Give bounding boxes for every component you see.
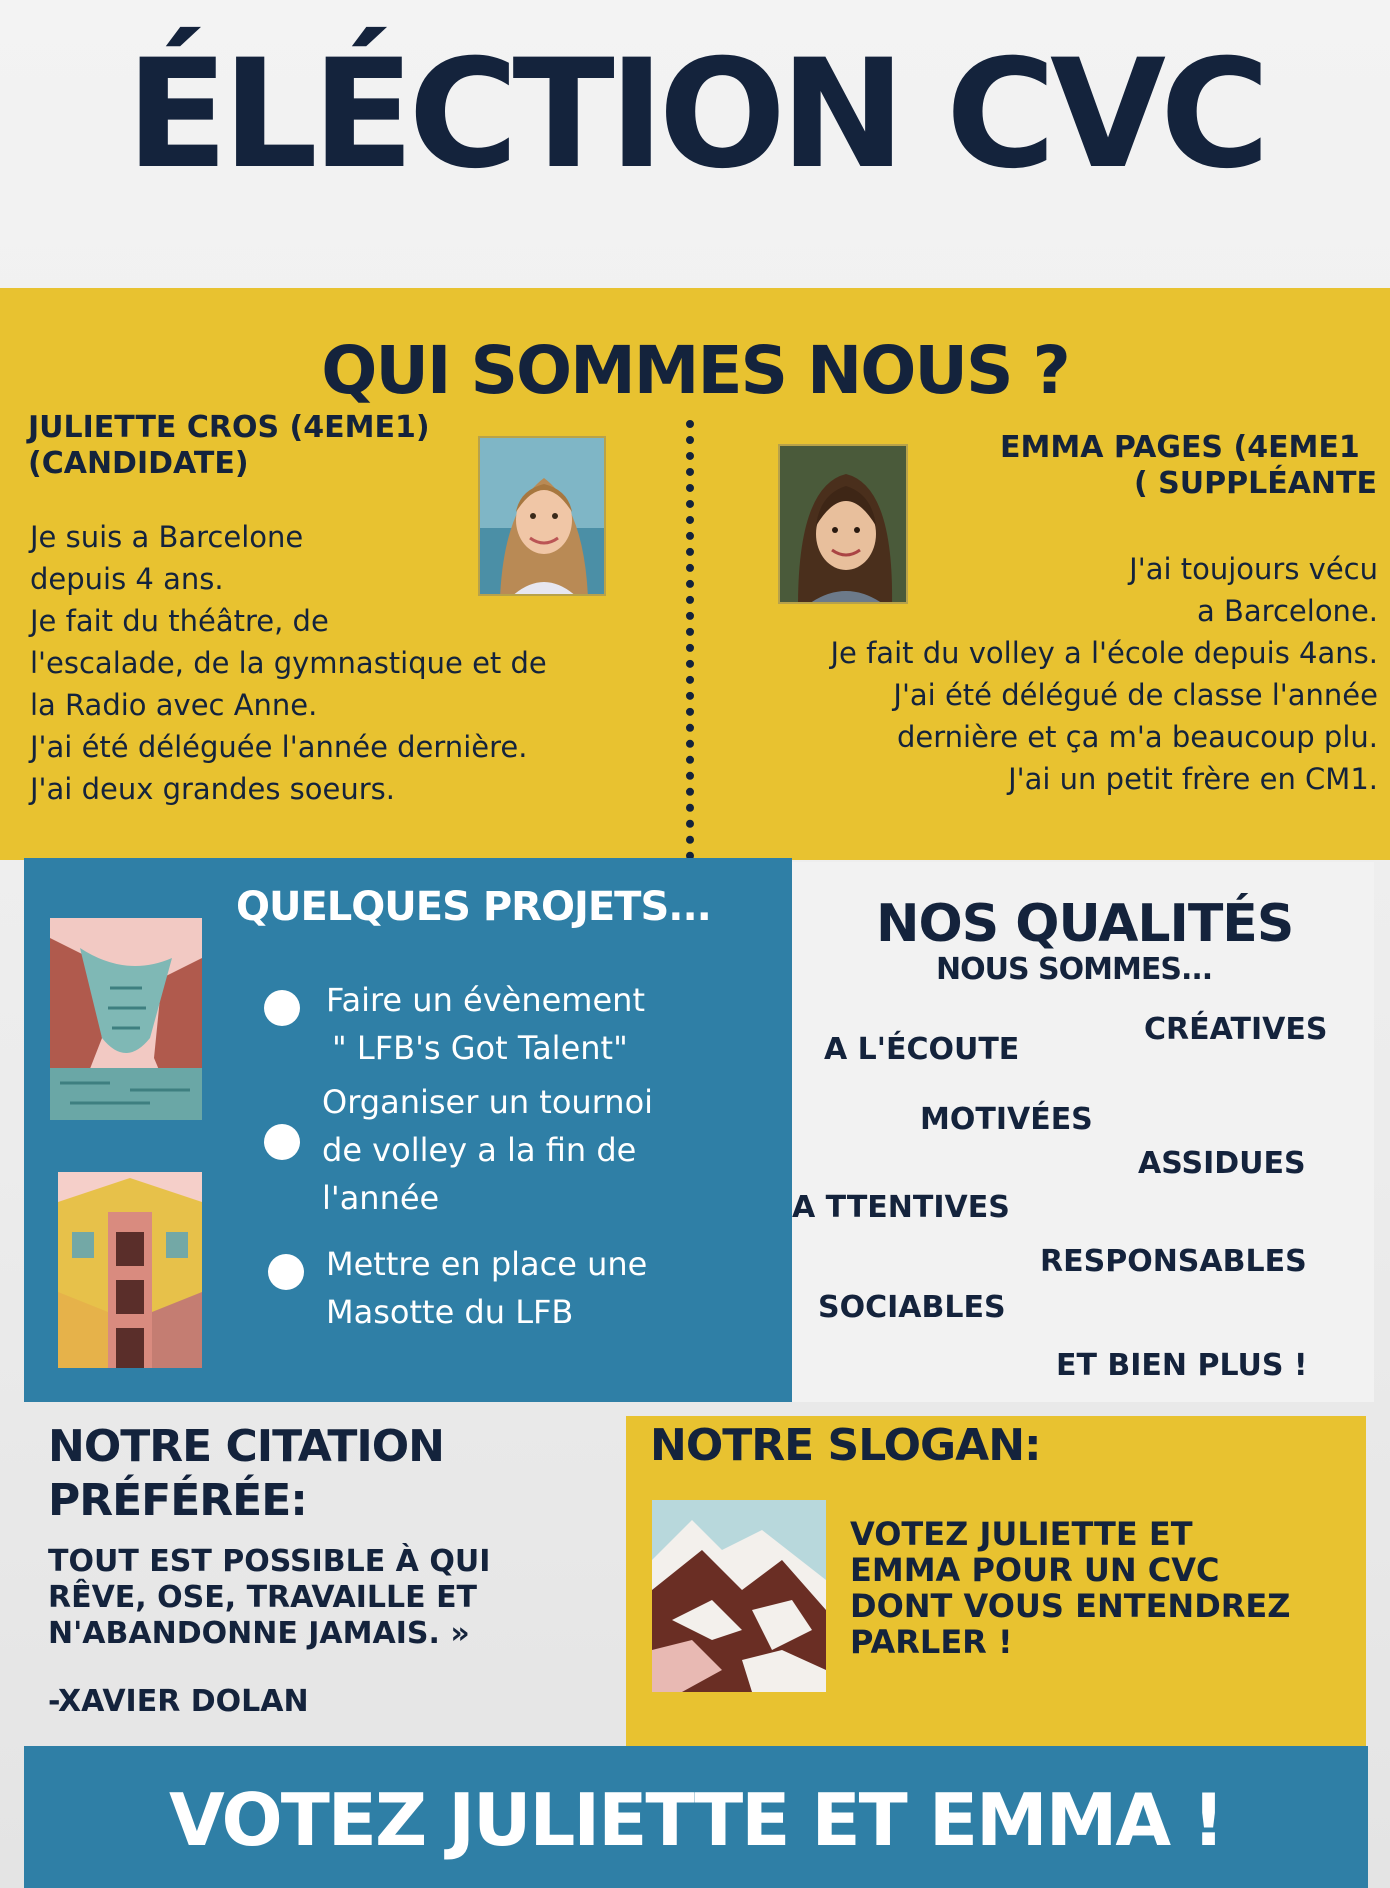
emma-role: ( SUPPLÉANTE [1134,466,1377,501]
juliette-bio [30,516,547,810]
quality-word: A TTENTIVES [792,1190,1010,1225]
juliette-bio-line: depuis 4 ans. [30,562,224,596]
quote-author: -XAVIER DOLAN [48,1684,309,1719]
juliette-bio-line: J'ai été déléguée l'année dernière. [30,730,528,764]
slogan-text [850,1516,1290,1660]
quote-heading-line: NOTRE CITATION [48,1421,445,1472]
juliette-bio-line: la Radio avec Anne. [30,688,318,722]
emma-name-line1: EMMA PAGES (4EME1 [1000,430,1360,465]
slogan-text-line: PARLER ! [850,1623,1013,1661]
quote-heading-line: PRÉFÉRÉE: [48,1475,307,1526]
qualities-heading: NOS QUALITÉS [876,894,1294,954]
quality-word: MOTIVÉES [920,1102,1093,1137]
slogan-text-line: EMMA POUR UN CVC [850,1551,1220,1589]
project-bullet [264,990,300,1026]
juliette-bio-line: Je fait du théâtre, de [30,604,329,638]
quote-text-line: RÊVE, OSE, TRAVAILLE ET [48,1580,478,1615]
project-item-line: Organiser un tournoi [322,1083,654,1121]
emma-bio-line: J'ai toujours vécu [1129,552,1378,586]
mountain-illustration [652,1500,826,1692]
emma-name [1000,430,1377,502]
poster-title: ÉLÉCTION CVC [125,28,1265,202]
slogan-text-line: VOTEZ JULIETTE ET [850,1515,1193,1553]
emma-bio-line: J'ai un petit frère en CM1. [1008,762,1378,796]
quote-heading [48,1420,444,1528]
juliette-name-line1: JULIETTE CROS (4EME1) [28,410,430,445]
juliette-name [28,410,430,482]
project-item-line: Masotte du LFB [326,1293,574,1331]
slogan-heading: NOTRE SLOGAN: [650,1420,1041,1471]
project-item-line: l'année [322,1179,440,1217]
quality-word: CRÉATIVES [1144,1012,1328,1047]
project-item [326,976,645,1072]
quality-word: RESPONSABLES [1040,1244,1307,1279]
who-heading: QUI SOMMES NOUS ? [321,332,1069,409]
project-item-line: Faire un évènement [326,981,645,1019]
project-bullet [268,1254,304,1290]
quote-text-line: N'ABANDONNE JAMAIS. » [48,1616,470,1651]
quality-word: ET BIEN PLUS ! [1056,1348,1308,1383]
quote-text [48,1544,490,1652]
project-item [322,1078,653,1222]
waterfall-illustration [50,918,202,1120]
project-item-line: de volley a la fin de [322,1131,637,1169]
juliette-bio-line: l'escalade, de la gymnastique et de [30,646,547,680]
emma-bio [740,548,1378,800]
quality-word: SOCIABLES [818,1290,1006,1325]
project-item [326,1240,647,1336]
quality-word: A L'ÉCOUTE [824,1032,1020,1067]
project-item-line: " LFB's Got Talent" [332,1029,628,1067]
emma-bio-line: a Barcelone. [1197,594,1378,628]
slogan-text-line: DONT VOUS ENTENDREZ [850,1587,1291,1625]
juliette-bio-line: Je suis a Barcelone [30,520,304,554]
qualities-subheading: NOUS SOMMES... [936,952,1213,987]
project-bullet [264,1124,300,1160]
footer-text: VOTEZ JULIETTE ET EMMA ! [169,1778,1223,1862]
building-illustration [58,1172,202,1368]
emma-bio-line: J'ai été délégué de classe l'année [893,678,1378,712]
juliette-bio-line: J'ai deux grandes soeurs. [30,772,395,806]
juliette-role: (CANDIDATE) [28,446,249,481]
quote-text-line: TOUT EST POSSIBLE À QUI [48,1544,491,1579]
quality-word: ASSIDUES [1138,1146,1306,1181]
dotted-divider [686,420,694,860]
emma-bio-line: Je fait du volley a l'école depuis 4ans. [830,636,1378,670]
emma-bio-line: dernière et ça m'a beaucoup plu. [896,720,1378,754]
projects-heading: QUELQUES PROJETS... [236,884,711,930]
project-item-line: Mettre en place une [326,1245,648,1283]
